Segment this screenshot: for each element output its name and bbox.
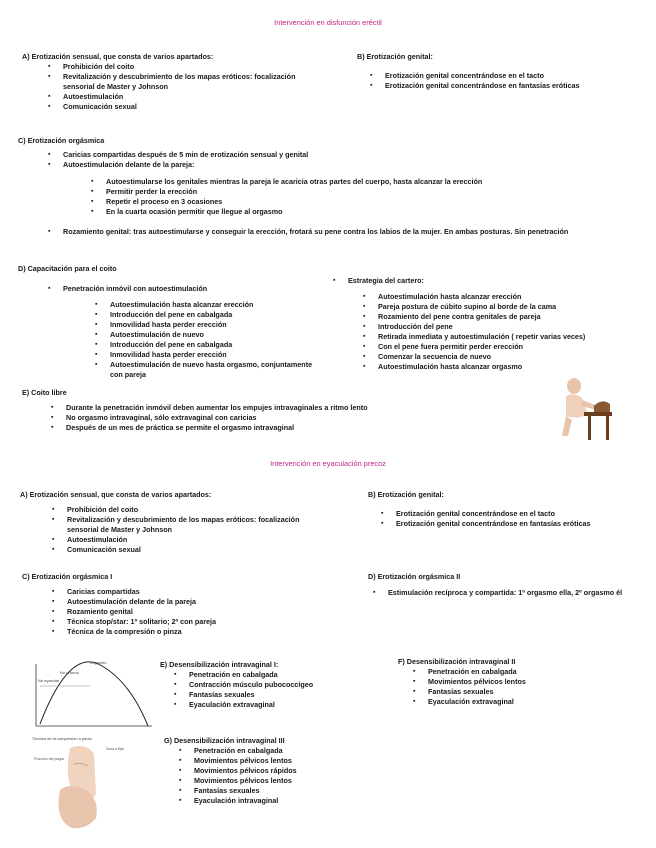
- list-item: ▪ Autoestimularse los genitales mientras la pareja le acaricia otras partes del cuerpo, hasta alcanzar la erección: [106, 177, 516, 187]
- list-item: ▪ Inmovilidad hasta perder erección: [110, 350, 320, 360]
- list-item: ▪ Movimientos pélvicos lentos: [428, 677, 638, 687]
- compression-figure: [30, 734, 140, 834]
- list-item: ▪ Inmovilidad hasta perder erección: [110, 320, 320, 330]
- s2-block-c: [22, 572, 342, 637]
- list-item: ▪ Fantasías sexuales: [428, 687, 638, 697]
- s1-block-d: [18, 264, 643, 384]
- s1-d-left-sub: [110, 300, 320, 380]
- list-item: ▪ Erotización genital concentrándose en fantasías eróticas: [385, 81, 647, 91]
- s2-block-f: [398, 657, 638, 707]
- list-item: ▪ Autoestimulación delante de la pareja:: [63, 160, 643, 170]
- list-item: ▪ Estimulación recíproca y compartida: 1º orgasmo ella, 2º orgasmo él: [388, 588, 643, 598]
- s2-f-list: [428, 667, 638, 707]
- list-item: ▪ Técnica stop/star: 1º solitario; 2º con pareja: [67, 617, 342, 627]
- chart-left-label: No eyacular: [38, 678, 60, 683]
- list-item: ▪ Técnica de la compresión o pinza: [67, 627, 342, 637]
- s2-a-list: [67, 505, 317, 555]
- list-item: ▪ Movimientos pélvicos lentos: [194, 756, 404, 766]
- s1-e-heading: E) Coito libre: [22, 388, 67, 397]
- list-item: ▪ Penetración en cabalgada: [189, 670, 375, 680]
- s1-block-a: [22, 52, 342, 112]
- list-item: ▪ Erotización genital concentrándose en el tacto: [396, 509, 596, 519]
- s2-e-heading: E) Desensibilización intravaginal I:: [160, 660, 279, 669]
- s2-block-d: [368, 572, 648, 598]
- s1-c-sublist: [106, 177, 516, 217]
- list-item: ▪ Revitalización y descubrimiento de los mapas eróticos: focalización sensorial de Master y Johnson: [63, 72, 318, 92]
- s1-c-extra: [63, 227, 638, 237]
- list-item: ▪ Erotización genital concentrándose en fantasías eróticas: [396, 519, 596, 529]
- list-item: ▪ Eyaculación intravaginal: [194, 796, 404, 806]
- s1-a-heading: A) Erotización sensual, que consta de varios apartados:: [22, 52, 214, 61]
- s2-b-heading: B) Erotización genital:: [368, 490, 444, 499]
- list-item: ▪ No orgasmo intravaginal, sólo extravaginal con caricias: [66, 413, 502, 423]
- list-item: ▪ Estrategia del cartero:: [348, 276, 424, 286]
- s2-e-list: [189, 670, 375, 710]
- list-item: ▪ Autoestimulación: [63, 92, 318, 102]
- s2-f-heading: F) Desensibilización intravaginal II: [398, 657, 516, 666]
- section2-title: Intervención en eyaculación precoz: [270, 459, 386, 468]
- list-item: ▪ Introducción del pene: [378, 322, 648, 332]
- s2-block-g: [164, 736, 404, 806]
- list-item: ▪ Fantasías sexuales: [194, 786, 404, 796]
- list-item: ▪ Movimientos pélvicos rápidos: [194, 766, 404, 776]
- figure-right-label: Zona a fijar: [106, 747, 124, 751]
- list-item: ▪ En la cuarta ocasión permitir que llegue al orgasmo: [106, 207, 516, 217]
- list-item: ▪ Autoestimulación hasta alcanzar erección: [378, 292, 648, 302]
- list-item: ▪ Contracción músculo pubococcígeo: [189, 680, 375, 690]
- list-item: ▪ Fantasías sexuales: [189, 690, 375, 700]
- arousal-curve-figure: [30, 660, 155, 730]
- list-item: ▪ Durante la penetración inmóvil deben aumentar los empujes intravaginales a ritmo lento: [66, 403, 502, 413]
- s2-d-heading: D) Erotización orgásmica II: [368, 572, 461, 581]
- s2-d-list: [388, 588, 643, 598]
- list-item: ▪ Autoestimulación de nuevo: [110, 330, 320, 340]
- s1-c-list: [63, 150, 643, 170]
- s1-block-b: [357, 52, 647, 91]
- s1-block-c: [18, 136, 643, 237]
- s1-d-right: [348, 276, 424, 286]
- list-item: ▪ Rozamiento genital: [67, 607, 342, 617]
- list-item: ▪ Movimientos pélvicos lentos: [194, 776, 404, 786]
- list-item: ▪ Caricias compartidas: [67, 587, 342, 597]
- list-item: ▪ Autoestimulación hasta alcanzar orgasmo: [378, 362, 648, 372]
- s2-b-list: [396, 509, 596, 529]
- list-item: ▪ Penetración en cabalgada: [194, 746, 404, 756]
- list-item: ▪ Autoestimulación: [67, 535, 317, 545]
- list-item: ▪ Comenzar la secuencia de nuevo: [378, 352, 648, 362]
- s1-d-right-sub: [378, 292, 648, 372]
- s1-b-list: [385, 71, 647, 91]
- s2-a-heading: A) Erotización sensual, que consta de varios apartados:: [20, 490, 212, 499]
- s1-a-list: [63, 62, 318, 112]
- list-item: ▪ Autoestimulación delante de la pareja: [67, 597, 342, 607]
- list-item: ▪ Comunicación sexual: [63, 102, 318, 112]
- list-item: ▪ Penetración en cabalgada: [428, 667, 638, 677]
- list-item: ▪ Rozamiento del pene contra genitales de pareja: [378, 312, 648, 322]
- list-item: ▪ Introducción del pene en cabalgada: [110, 310, 320, 320]
- s1-d-left: [63, 284, 207, 294]
- list-item: ▪ Con el pene fuera permitir perder erección: [378, 342, 648, 352]
- list-item: ▪ Eyaculación extravaginal: [189, 700, 375, 710]
- figure-caption: Técnica de la compresión o pinza: [32, 736, 92, 741]
- list-item: ▪ Penetración inmóvil con autoestimulación: [63, 284, 207, 294]
- couple-illustration: [548, 376, 618, 444]
- list-item: ▪ Introducción del pene en cabalgada: [110, 340, 320, 350]
- list-item: ▪ Rozamiento genital: tras autoestimularse y conseguir la erección, frotará su pene contra los labios de la mujer. En ambas posturas. Sin penetración: [63, 227, 638, 237]
- s2-c-list: [67, 587, 342, 637]
- s2-c-heading: C) Erotización orgásmica I: [22, 572, 113, 581]
- s1-b-heading: B) Erotización genital:: [357, 52, 433, 61]
- figure-left-label: Posición del pulgar: [34, 757, 65, 761]
- list-item: ▪ Autoestimulación hasta alcanzar erección: [110, 300, 320, 310]
- chart-peak-label: Orgasmo: [90, 660, 107, 665]
- list-item: ▪ Prohibición del coito: [63, 62, 318, 72]
- s1-block-e: [22, 388, 502, 433]
- list-item: ▪ Autoestimulación de nuevo hasta orgasmo, conjuntamente con pareja: [110, 360, 320, 380]
- list-item: ▪ Después de un mes de práctica se permite el orgasmo intravaginal: [66, 423, 502, 433]
- s2-block-b: [368, 490, 638, 529]
- list-item: ▪ Prohibición del coito: [67, 505, 317, 515]
- s1-d-heading: D) Capacitación para el coito: [18, 264, 117, 273]
- list-item: ▪ Retirada inmediata y autoestimulación ( repetir varias veces): [378, 332, 648, 342]
- s2-g-heading: G) Desensibilización intravaginal III: [164, 736, 285, 745]
- list-item: ▪ Repetir el proceso en 3 ocasiones: [106, 197, 516, 207]
- section1-title: Intervención en disfunción eréctil: [274, 18, 382, 27]
- list-item: ▪ Eyaculación extravaginal: [428, 697, 638, 707]
- chart-plateau-label: No retorno: [60, 670, 79, 675]
- s2-g-list: [194, 746, 404, 806]
- list-item: ▪ Caricias compartidas después de 5 min de erotización sensual y genital: [63, 150, 643, 160]
- list-item: ▪ Erotización genital concentrándose en el tacto: [385, 71, 647, 81]
- s2-block-e: [160, 660, 375, 710]
- list-item: ▪ Pareja postura de cúbito supino al borde de la cama: [378, 302, 648, 312]
- list-item: ▪ Permitir perder la erección: [106, 187, 516, 197]
- list-item: ▪ Comunicación sexual: [67, 545, 317, 555]
- s1-e-list: [66, 403, 502, 433]
- list-item: ▪ Revitalización y descubrimiento de los mapas eróticos: focalización sensorial de Master y Johnson: [67, 515, 317, 535]
- s2-block-a: [20, 490, 350, 555]
- s1-c-heading: C) Erotización orgásmica: [18, 136, 105, 145]
